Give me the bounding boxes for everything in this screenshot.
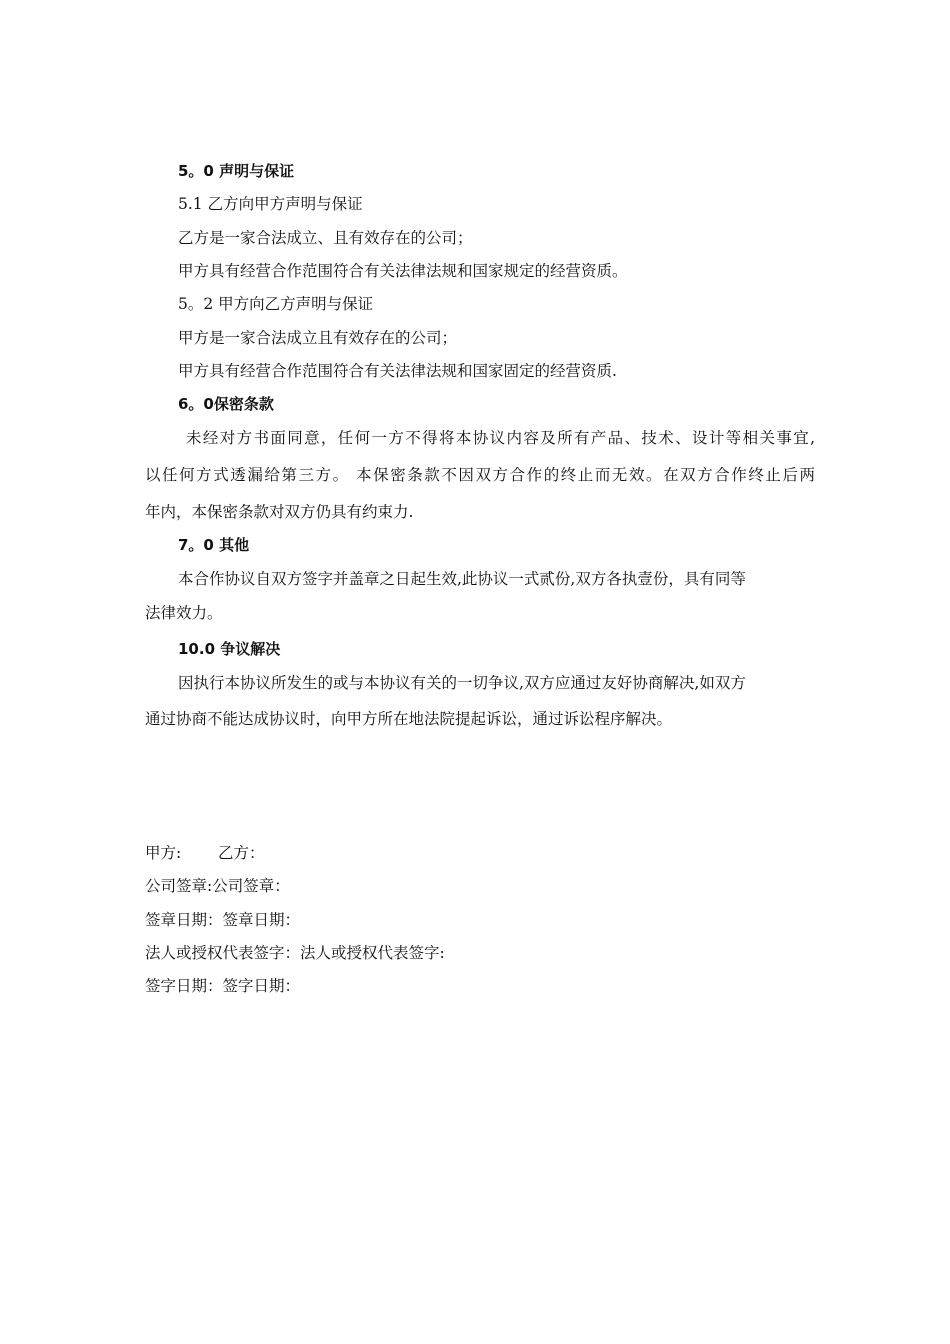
section-7-line-1: 本合作协议自双方签字并盖章之日起生效,此协议一式贰份,双方各执壹份，具有同等: [178, 570, 746, 588]
section-7-heading: 7。0 其他: [178, 536, 250, 554]
section-5-1-item-1: 乙方是一家合法成立、且有效存在的公司；: [178, 229, 473, 247]
company-seal-label: 公司签章:公司签章：: [145, 877, 290, 895]
section-6-heading: 6。0保密条款: [178, 395, 274, 413]
section-6-line-2: 以任何方式透漏给第三方。 本保密条款不因双方合作的终止而无效。在双方合作终止后两: [145, 466, 815, 484]
section-10-heading: 10.0 争议解决: [178, 640, 281, 658]
seal-date-label: 签章日期：签章日期：: [145, 911, 301, 929]
section-7-line-2: 法律效力。: [145, 604, 223, 622]
section-5-2-title: 5。2 甲方向乙方声明与保证: [178, 295, 374, 313]
representative-signature-label: 法人或授权代表签字：法人或授权代表签字:: [145, 944, 445, 962]
party-b-label: 乙方：: [218, 844, 265, 862]
section-5-1-title: 5.1 乙方向甲方声明与保证: [178, 195, 363, 213]
section-5-2-item-1: 甲方是一家合法成立且有效存在的公司；: [178, 329, 458, 347]
section-6-line-3: 年内，本保密条款对双方仍具有约束力.: [145, 503, 414, 521]
section-5-heading: 5。0 声明与保证: [178, 162, 295, 180]
party-a-label: 甲方:: [145, 844, 182, 862]
section-10-line-1: 因执行本协议所发生的或与本协议有关的一切争议,双方应通过友好协商解决,如双方: [178, 674, 746, 692]
signature-date-label: 签字日期：签字日期：: [145, 977, 301, 995]
section-6-line-1: 未经对方书面同意，任何一方不得将本协议内容及所有产品、技术、设计等相关事宜,: [186, 429, 815, 447]
section-5-2-item-2: 甲方具有经营合作范围符合有关法律法规和国家固定的经营资质.: [178, 362, 617, 380]
section-5-1-item-2: 甲方具有经营合作范围符合有关法律法规和国家规定的经营资质。: [178, 262, 628, 280]
section-10-line-2: 通过协商不能达成协议时，向甲方所在地法院提起诉讼，通过诉讼程序解决。: [145, 710, 673, 728]
